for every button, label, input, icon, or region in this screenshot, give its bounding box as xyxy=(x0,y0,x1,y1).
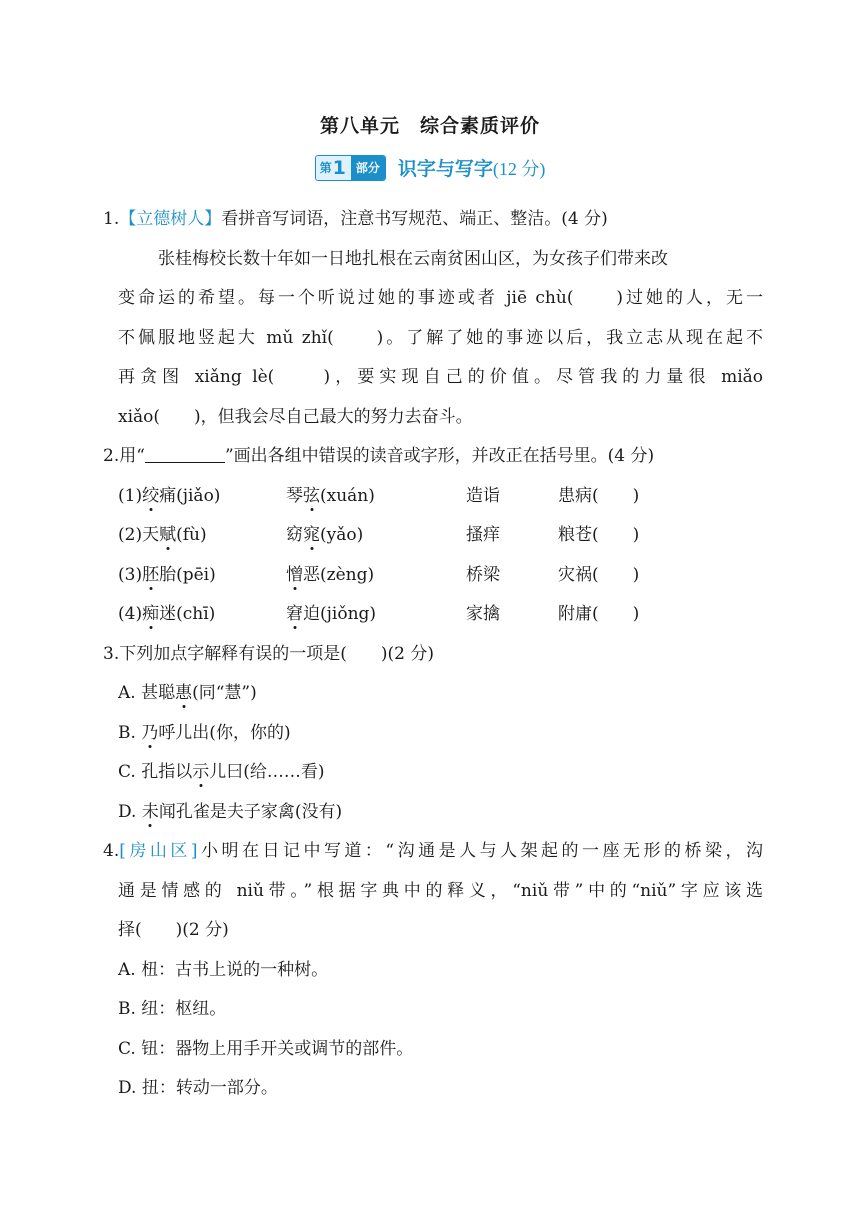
q2-prompt-line: 2.用“ ”画出各组中错误的读音或字形，并改正在括号里。(4 分) xyxy=(103,446,655,466)
q2-item: 窈窕(yǎo) xyxy=(286,525,364,545)
q4-prompt-line: 4.[房山区]小明在日记中写道：“沟通是人与人架起的一座无形的桥梁，沟 xyxy=(103,841,763,861)
q2-answer-blank[interactable]: 患病( ) xyxy=(558,485,640,506)
part-badge xyxy=(315,155,386,181)
q1-passage-line: 张桂梅校长数十年如一日地扎根在云南贫困山区，为女孩子们带来改 xyxy=(158,248,668,269)
q2-item: (1)绞痛(jiǎo) xyxy=(118,485,221,506)
part-score: (12 分) xyxy=(492,159,546,179)
q3-prompt-line xyxy=(103,635,763,675)
q1-passage-line: 变命运的希望。每一个听说过她的事迹或者 jiē chù( )过她的人，无一 xyxy=(118,288,763,308)
q3-prompt: 下列加点字解释有误的一项是( )(2 分) xyxy=(119,643,434,664)
q2-item: 憎恶(zèng) xyxy=(286,564,375,585)
q4-option-b[interactable]: B. 纽：枢纽。 xyxy=(118,999,227,1019)
q2-row xyxy=(103,516,763,556)
q3-option-b[interactable]: B. 乃呼儿出(你，你的) xyxy=(118,722,291,743)
q4-number: 4. xyxy=(103,841,120,861)
q4-prompt-line: 通是情感的 niǔ带。”根据字典中的释义，“niǔ带”中的“niǔ”字应该选 xyxy=(118,880,763,901)
q3-option-c[interactable]: C. 孔指以示儿曰(给……看) xyxy=(118,762,325,782)
q3-number: 3. xyxy=(103,643,120,664)
part-heading: 识字与写字 xyxy=(397,158,493,180)
q2-answer-blank[interactable]: 灾祸( ) xyxy=(558,564,640,585)
q2-item: 窘迫(jiǒng) xyxy=(286,604,377,624)
q2-word: 搔痒 xyxy=(466,525,500,545)
q1-passage-line: xiǎo( )，但我会尽自己最大的努力去奋斗。 xyxy=(118,406,473,427)
q2-item: (2)天赋(fù) xyxy=(118,525,207,545)
q1-prompt: 看拼音写词语，注意书写规范、端正、整洁。(4 分) xyxy=(221,209,608,229)
q2-answer-blank[interactable]: 附庸( ) xyxy=(558,604,640,624)
part-header xyxy=(0,154,860,181)
q1-number: 1. xyxy=(103,209,120,229)
q2-item: 琴弦(xuán) xyxy=(286,485,375,506)
q1-tag: 【立德树人】 xyxy=(119,209,222,229)
q1-prompt-line xyxy=(103,200,763,240)
q2-item: (4)痴迷(chī) xyxy=(118,604,216,624)
q2-number: 2. xyxy=(103,446,120,466)
part-badge-prefix: 第 1 xyxy=(316,156,351,180)
q1-passage-line: 不佩服地竖起大 mǔ zhǐ( )。了解了她的事迹以后，我立志从现在起不 xyxy=(118,327,763,348)
q1-passage-line: 再贪图 xiǎng lè( )，要实现自己的价值。尽管我的力量很 miǎo xyxy=(118,367,763,387)
question-content xyxy=(103,200,763,1109)
q2-item: (3)胚胎(pēi) xyxy=(118,564,216,585)
q2-word: 桥梁 xyxy=(466,564,500,585)
part-badge-suffix: 部分 xyxy=(351,156,385,180)
q2-row xyxy=(103,477,763,517)
q4-tag: [房山区] xyxy=(119,841,198,861)
underline-sample xyxy=(145,444,225,463)
q2-row xyxy=(103,556,763,596)
q4-prompt-line: 择( )(2 分) xyxy=(118,920,229,940)
q4-option-d[interactable]: D. 扭：转动一部分。 xyxy=(118,1078,278,1098)
q3-option-a[interactable]: A. 甚聪惠(同“慧”) xyxy=(118,683,257,703)
q2-row xyxy=(103,595,763,635)
part-badge-number: 1 xyxy=(332,156,346,179)
q2-word: 造诣 xyxy=(466,485,500,506)
q4-option-a[interactable]: A. 杻：古书上说的一种树。 xyxy=(118,959,329,980)
q2-answer-blank[interactable]: 粮苍( ) xyxy=(558,525,640,545)
q3-option-d[interactable]: D. 未闻孔雀是夫子家禽(没有) xyxy=(118,801,343,822)
q4-option-c[interactable]: C. 钮：器物上用手开关或调节的部件。 xyxy=(118,1038,414,1059)
q2-word: 家擒 xyxy=(466,604,500,624)
page-title: 第八单元 综合素质评价 xyxy=(319,115,540,137)
